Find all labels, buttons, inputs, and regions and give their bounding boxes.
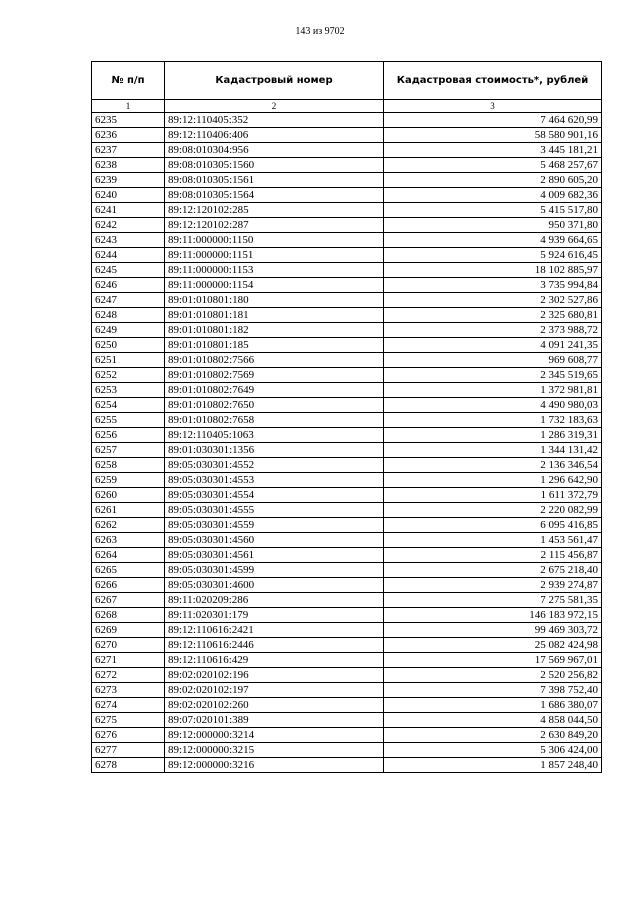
row-index: 6275: [92, 713, 165, 728]
row-index: 6248: [92, 308, 165, 323]
cadastral-value: 25 082 424,98: [384, 638, 602, 653]
table-row: [92, 158, 602, 173]
cadastral-value: 7 275 581,35: [384, 593, 602, 608]
cadastral-value: 146 183 972,15: [384, 608, 602, 623]
table-row: [92, 503, 602, 518]
cadastral-value: 2 302 527,86: [384, 293, 602, 308]
cadastral-value: 2 939 274,87: [384, 578, 602, 593]
table-row: [92, 728, 602, 743]
row-index: 6254: [92, 398, 165, 413]
cadastral-number: 89:05:030301:4560: [165, 533, 384, 548]
table-row: [92, 353, 602, 368]
cadastral-value: 1 857 248,40: [384, 758, 602, 773]
cadastral-number: 89:01:010801:185: [165, 338, 384, 353]
row-index: 6258: [92, 458, 165, 473]
cadastral-value: 2 220 082,99: [384, 503, 602, 518]
table-row: [92, 293, 602, 308]
column-number: 2: [165, 100, 384, 113]
cadastral-value: 5 468 257,67: [384, 158, 602, 173]
cadastral-number: 89:05:030301:4600: [165, 578, 384, 593]
cadastral-number: 89:11:000000:1154: [165, 278, 384, 293]
cadastral-value: 99 469 303,72: [384, 623, 602, 638]
cadastral-value: 5 924 616,45: [384, 248, 602, 263]
table-row: [92, 338, 602, 353]
row-index: 6264: [92, 548, 165, 563]
table-row: [92, 518, 602, 533]
row-index: 6236: [92, 128, 165, 143]
row-index: 6243: [92, 233, 165, 248]
table-row: [92, 428, 602, 443]
row-index: 6251: [92, 353, 165, 368]
table-row: [92, 563, 602, 578]
table-row: [92, 233, 602, 248]
header-cadastral-number: Кадастровый номер: [165, 62, 384, 100]
cadastral-number: 89:11:000000:1153: [165, 263, 384, 278]
cadastral-number: 89:05:030301:4559: [165, 518, 384, 533]
cadastral-value: 2 675 218,40: [384, 563, 602, 578]
column-number-row: [92, 100, 602, 113]
cadastral-value: 2 325 680,81: [384, 308, 602, 323]
table-row: [92, 668, 602, 683]
cadastral-value: 4 009 682,36: [384, 188, 602, 203]
cadastral-number: 89:08:010305:1560: [165, 158, 384, 173]
cadastral-number: 89:01:030301:1356: [165, 443, 384, 458]
row-index: 6253: [92, 383, 165, 398]
row-index: 6247: [92, 293, 165, 308]
row-index: 6235: [92, 113, 165, 128]
row-index: 6265: [92, 563, 165, 578]
row-index: 6239: [92, 173, 165, 188]
table-row: [92, 473, 602, 488]
table-row: [92, 578, 602, 593]
cadastral-number: 89:01:010802:7649: [165, 383, 384, 398]
cadastral-number: 89:12:110405:1063: [165, 428, 384, 443]
table-row: [92, 128, 602, 143]
table-row: [92, 263, 602, 278]
cadastral-number: 89:05:030301:4599: [165, 563, 384, 578]
row-index: 6244: [92, 248, 165, 263]
cadastral-value: 3 445 181,21: [384, 143, 602, 158]
cadastral-number: 89:12:000000:3215: [165, 743, 384, 758]
cadastral-number: 89:12:000000:3216: [165, 758, 384, 773]
cadastral-value: 17 569 967,01: [384, 653, 602, 668]
cadastral-value: 1 286 319,31: [384, 428, 602, 443]
page-number: 143 из 9702: [295, 26, 345, 37]
cadastral-value: 1 296 642,90: [384, 473, 602, 488]
table-row: [92, 488, 602, 503]
cadastral-number: 89:01:010801:181: [165, 308, 384, 323]
table-row: [92, 443, 602, 458]
table-row: [92, 113, 602, 128]
row-index: 6257: [92, 443, 165, 458]
cadastral-number: 89:12:110406:406: [165, 128, 384, 143]
cadastral-number: 89:05:030301:4555: [165, 503, 384, 518]
cadastral-number: 89:05:030301:4554: [165, 488, 384, 503]
cadastral-value: 5 306 424,00: [384, 743, 602, 758]
row-index: 6274: [92, 698, 165, 713]
row-index: 6238: [92, 158, 165, 173]
cadastral-number: 89:02:020102:260: [165, 698, 384, 713]
table-row: [92, 248, 602, 263]
table-row: [92, 638, 602, 653]
header-index: № п/п: [92, 62, 165, 100]
header-cadastral-value: Кадастровая стоимость*, рублей: [384, 62, 602, 100]
cadastral-number: 89:11:020301:179: [165, 608, 384, 623]
row-index: 6237: [92, 143, 165, 158]
cadastral-value: 2 630 849,20: [384, 728, 602, 743]
cadastral-value: 4 858 044,50: [384, 713, 602, 728]
table-row: [92, 383, 602, 398]
cadastral-value: 5 415 517,80: [384, 203, 602, 218]
cadastral-value: 1 611 372,79: [384, 488, 602, 503]
column-number: 1: [92, 100, 165, 113]
row-index: 6255: [92, 413, 165, 428]
table-row: [92, 653, 602, 668]
cadastral-value: 950 371,80: [384, 218, 602, 233]
table-row: [92, 173, 602, 188]
column-number: 3: [384, 100, 602, 113]
cadastral-number: 89:12:120102:285: [165, 203, 384, 218]
table-row: [92, 413, 602, 428]
cadastral-number: 89:11:000000:1150: [165, 233, 384, 248]
row-index: 6256: [92, 428, 165, 443]
cadastral-number: 89:05:030301:4561: [165, 548, 384, 563]
row-index: 6242: [92, 218, 165, 233]
table-row: [92, 218, 602, 233]
cadastral-value: 1 344 131,42: [384, 443, 602, 458]
cadastral-value: 2 520 256,82: [384, 668, 602, 683]
cadastral-number: 89:12:120102:287: [165, 218, 384, 233]
cadastral-number: 89:08:010304:956: [165, 143, 384, 158]
cadastral-number: 89:08:010305:1564: [165, 188, 384, 203]
table-row: [92, 593, 602, 608]
cadastral-number: 89:05:030301:4553: [165, 473, 384, 488]
table-row: [92, 308, 602, 323]
cadastral-number: 89:01:010802:7650: [165, 398, 384, 413]
row-index: 6245: [92, 263, 165, 278]
row-index: 6241: [92, 203, 165, 218]
cadastral-number: 89:12:110616:2446: [165, 638, 384, 653]
cadastral-value: 58 580 901,16: [384, 128, 602, 143]
cadastral-number: 89:12:000000:3214: [165, 728, 384, 743]
row-index: 6250: [92, 338, 165, 353]
row-index: 6272: [92, 668, 165, 683]
cadastral-number: 89:12:110405:352: [165, 113, 384, 128]
cadastral-value: 4 939 664,65: [384, 233, 602, 248]
table-row: [92, 143, 602, 158]
row-index: 6263: [92, 533, 165, 548]
cadastral-value: 4 091 241,35: [384, 338, 602, 353]
cadastral-number: 89:02:020102:197: [165, 683, 384, 698]
cadastral-number: 89:12:110616:2421: [165, 623, 384, 638]
cadastral-value: 969 608,77: [384, 353, 602, 368]
table-row: [92, 188, 602, 203]
table-row: [92, 743, 602, 758]
row-index: 6260: [92, 488, 165, 503]
table-row: [92, 548, 602, 563]
table-row: [92, 398, 602, 413]
row-index: 6278: [92, 758, 165, 773]
cadastral-value: 1 453 561,47: [384, 533, 602, 548]
table-row: [92, 458, 602, 473]
row-index: 6259: [92, 473, 165, 488]
table-row: [92, 758, 602, 773]
row-index: 6273: [92, 683, 165, 698]
table-row: [92, 623, 602, 638]
cadastral-value: 4 490 980,03: [384, 398, 602, 413]
row-index: 6261: [92, 503, 165, 518]
row-index: 6277: [92, 743, 165, 758]
table-row: [92, 203, 602, 218]
row-index: 6246: [92, 278, 165, 293]
table-row: [92, 713, 602, 728]
table-body: [92, 113, 602, 773]
row-index: 6267: [92, 593, 165, 608]
cadastral-value: 1 686 380,07: [384, 698, 602, 713]
table-row: [92, 368, 602, 383]
cadastral-table: [91, 61, 602, 773]
cadastral-value: 1 732 183,63: [384, 413, 602, 428]
table-row: [92, 698, 602, 713]
row-index: 6266: [92, 578, 165, 593]
cadastral-value: 18 102 885,97: [384, 263, 602, 278]
table-row: [92, 278, 602, 293]
cadastral-number: 89:08:010305:1561: [165, 173, 384, 188]
cadastral-number: 89:02:020102:196: [165, 668, 384, 683]
cadastral-number: 89:05:030301:4552: [165, 458, 384, 473]
cadastral-number: 89:07:020101:389: [165, 713, 384, 728]
row-index: 6252: [92, 368, 165, 383]
cadastral-value: 6 095 416,85: [384, 518, 602, 533]
cadastral-value: 2 890 605,20: [384, 173, 602, 188]
cadastral-value: 7 398 752,40: [384, 683, 602, 698]
cadastral-value: 7 464 620,99: [384, 113, 602, 128]
cadastral-number: 89:01:010802:7566: [165, 353, 384, 368]
row-index: 6240: [92, 188, 165, 203]
row-index: 6268: [92, 608, 165, 623]
cadastral-number: 89:01:010802:7658: [165, 413, 384, 428]
cadastral-value: 2 345 519,65: [384, 368, 602, 383]
cadastral-value: 2 115 456,87: [384, 548, 602, 563]
header-row: [92, 62, 602, 100]
row-index: 6249: [92, 323, 165, 338]
cadastral-number: 89:01:010801:180: [165, 293, 384, 308]
cadastral-number: 89:12:110616:429: [165, 653, 384, 668]
cadastral-number: 89:01:010801:182: [165, 323, 384, 338]
row-index: 6276: [92, 728, 165, 743]
cadastral-number: 89:11:000000:1151: [165, 248, 384, 263]
table-row: [92, 683, 602, 698]
table-row: [92, 533, 602, 548]
cadastral-value: 2 136 346,54: [384, 458, 602, 473]
row-index: 6269: [92, 623, 165, 638]
table-row: [92, 323, 602, 338]
cadastral-value: 2 373 988,72: [384, 323, 602, 338]
row-index: 6271: [92, 653, 165, 668]
cadastral-number: 89:01:010802:7569: [165, 368, 384, 383]
row-index: 6270: [92, 638, 165, 653]
row-index: 6262: [92, 518, 165, 533]
cadastral-value: 3 735 994,84: [384, 278, 602, 293]
cadastral-value: 1 372 981,81: [384, 383, 602, 398]
table-row: [92, 608, 602, 623]
cadastral-number: 89:11:020209:286: [165, 593, 384, 608]
